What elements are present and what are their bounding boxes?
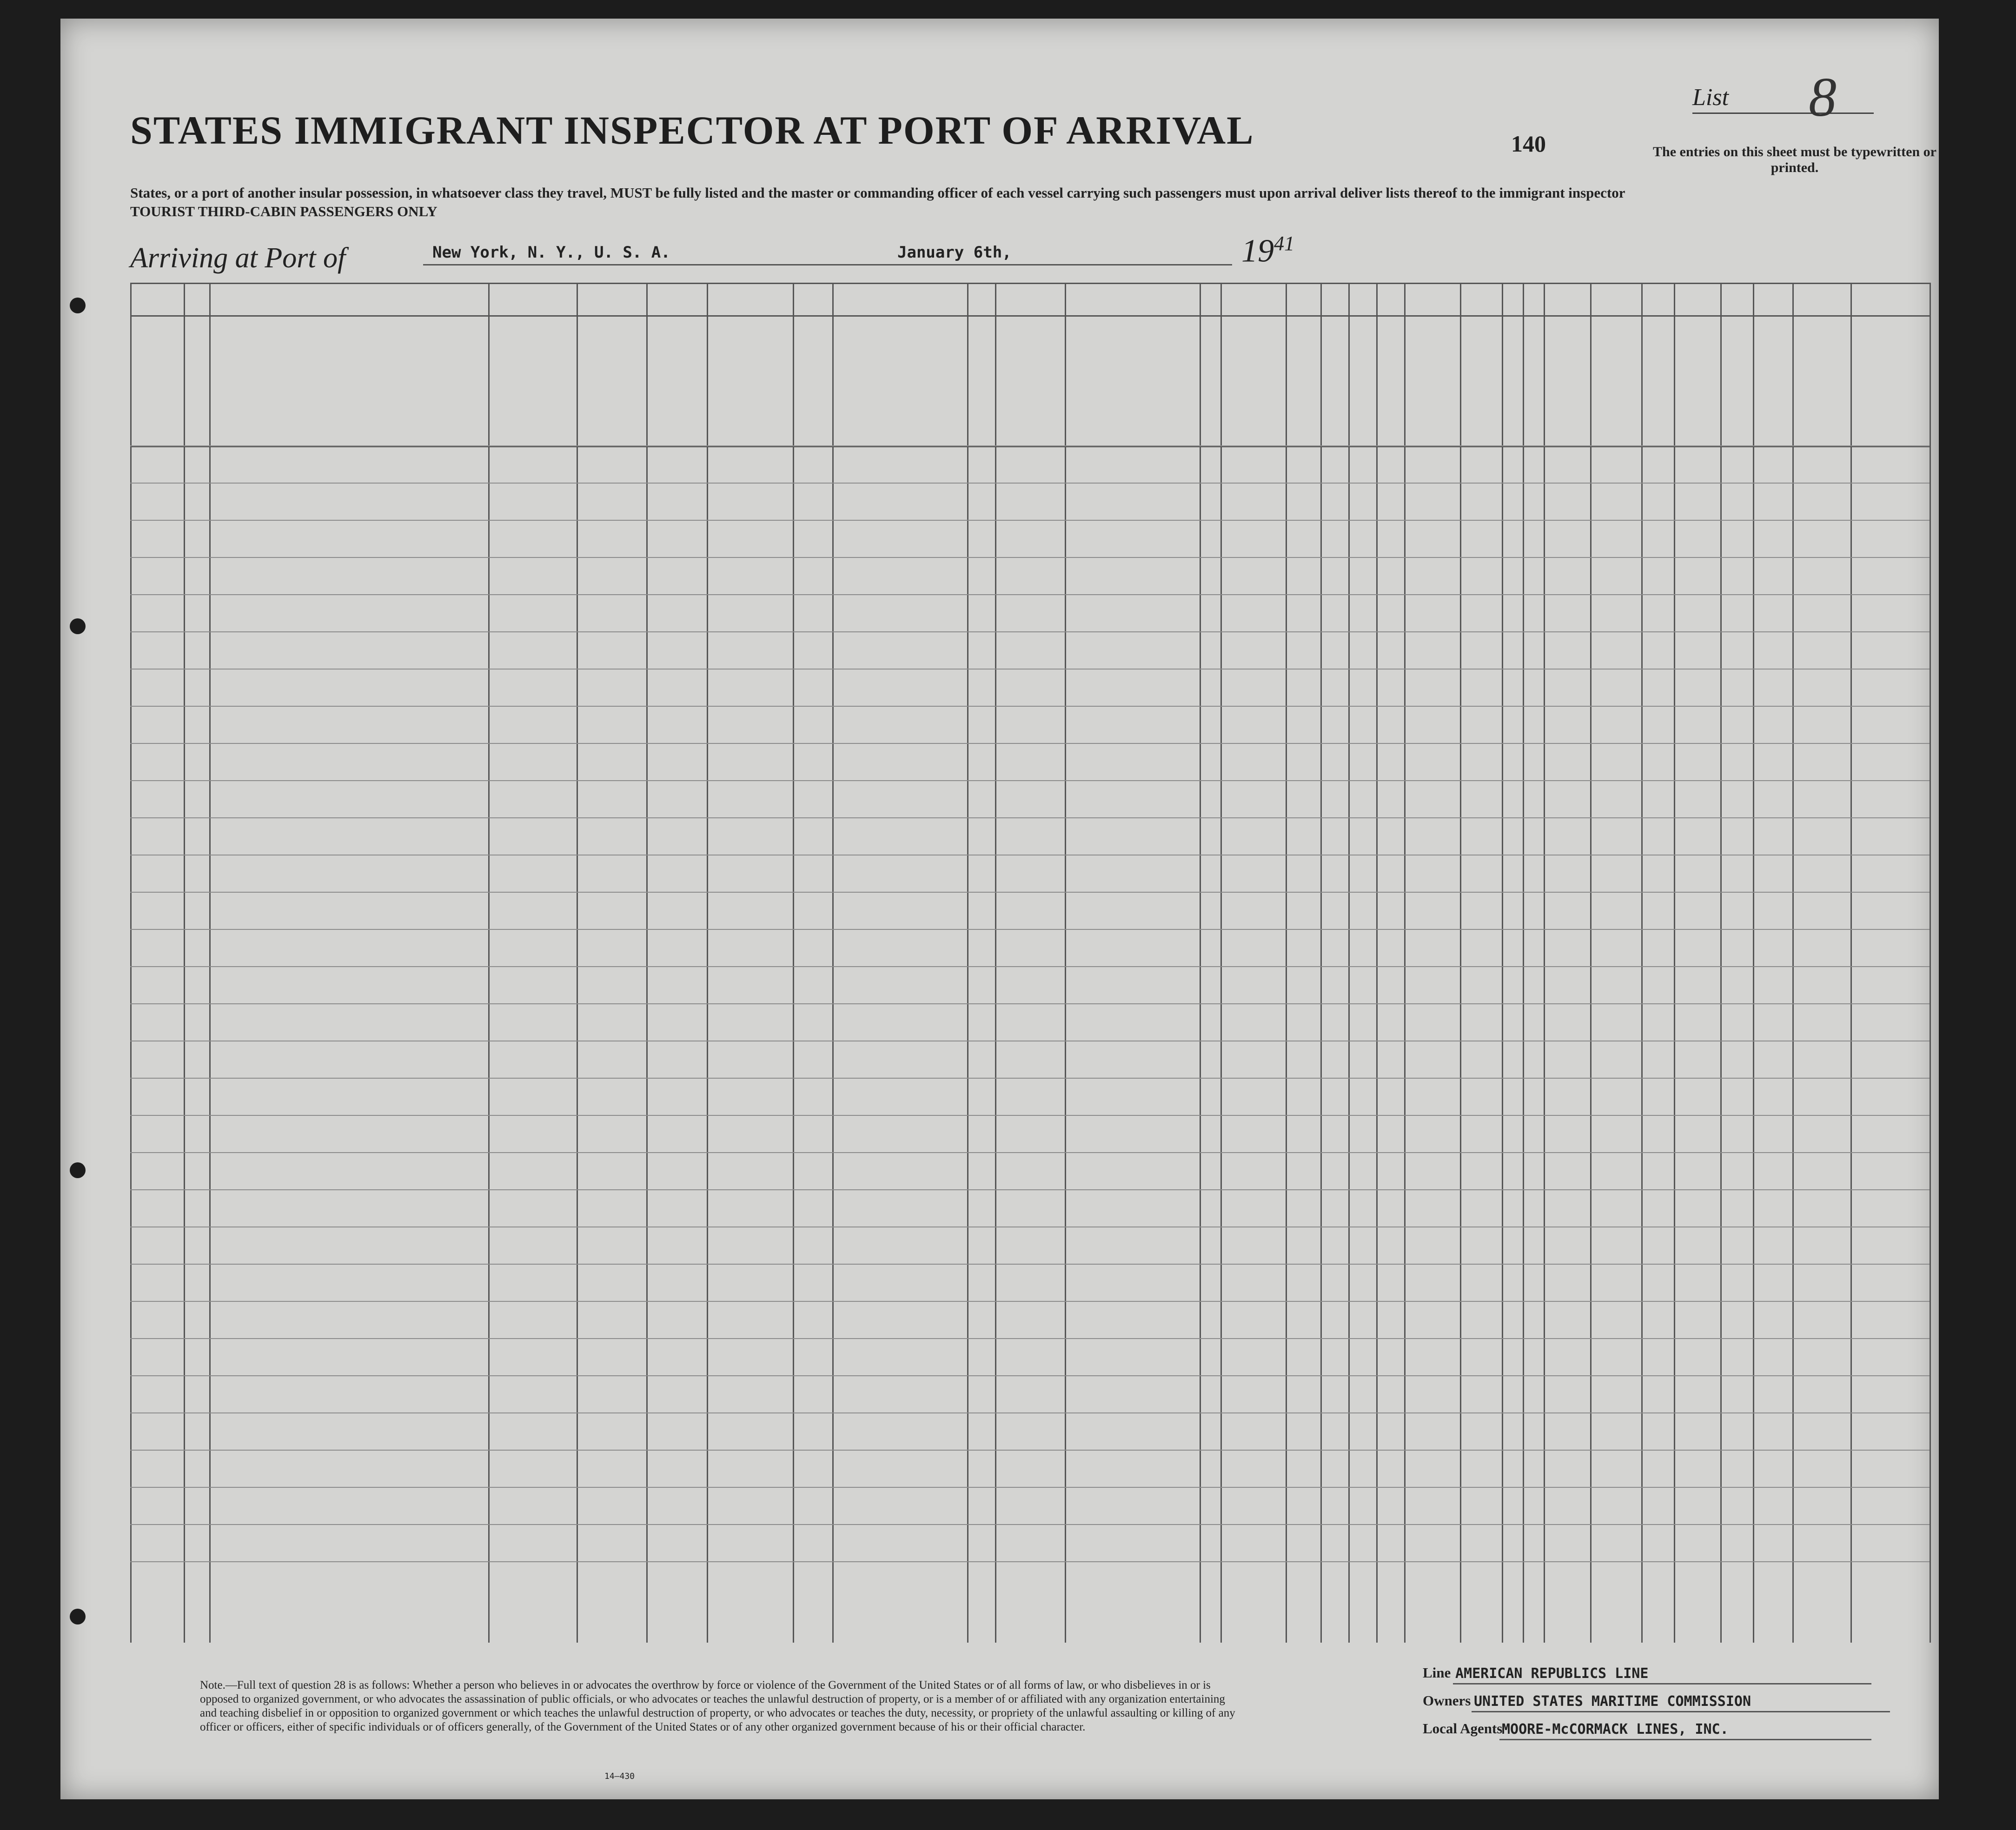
row-rule xyxy=(130,1524,1930,1525)
column-divider xyxy=(1348,283,1350,1643)
column-divider xyxy=(646,283,648,1643)
row-rule xyxy=(130,557,1930,558)
owners-underline xyxy=(1472,1711,1890,1712)
line-label: Line xyxy=(1423,1664,1451,1681)
header-rule xyxy=(130,315,1930,317)
row-rule xyxy=(130,1487,1930,1488)
column-divider xyxy=(1502,283,1503,1643)
instructions xyxy=(130,184,1711,221)
agents-underline xyxy=(1499,1739,1871,1740)
column-divider xyxy=(184,283,185,1643)
row-rule xyxy=(130,817,1930,818)
column-divider xyxy=(1930,283,1931,1643)
question-28-footnote: Note.—Full text of question 28 is as follows: Whether a person who believes in or advocates the overthrow by force or violence of the Government of the United States or of all forms of law, or who disbelieves in or is opposed to organized government, or who advocates the assassination of public officials, or who advocates or teaches the unlawful destruction of property, or is a member of or affiliated with any organization entertaining and teaching disbelief in or opposition to organized government or which teaches the unlawful destruction of property, or who advocates or teaches the duty, necessity, or propriety of the unlawful assaulting or killing of any officer or officers, either of specific individuals or of officers generally, of the Government of the United States or of any other organized government because of his or their official character. xyxy=(200,1679,1235,1733)
year-prefix: 19 xyxy=(1241,233,1274,269)
line-underline xyxy=(1453,1683,1871,1684)
column-divider xyxy=(209,283,211,1643)
column-divider xyxy=(1065,283,1066,1643)
page-title: STATES IMMIGRANT INSPECTOR AT PORT OF ARRIVAL xyxy=(130,108,1254,152)
row-rule xyxy=(130,1450,1930,1451)
row-rule xyxy=(130,1264,1930,1265)
arrival-underline xyxy=(423,264,1232,265)
column-divider xyxy=(1720,283,1722,1643)
typewritten-note: The entries on this sheet must be typewritten or printed. xyxy=(1653,144,1936,175)
column-divider xyxy=(1544,283,1545,1643)
row-rule xyxy=(130,780,1930,781)
column-divider xyxy=(1792,283,1794,1643)
column-divider xyxy=(995,283,996,1643)
column-divider xyxy=(130,283,132,1643)
row-rule xyxy=(130,929,1930,930)
column-divider xyxy=(832,283,834,1643)
year-suffix: 41 xyxy=(1274,232,1294,255)
column-divider xyxy=(1220,283,1222,1643)
column-divider xyxy=(793,283,794,1643)
row-rule xyxy=(130,1078,1930,1079)
row-rule xyxy=(130,1301,1930,1302)
row-rule xyxy=(130,594,1930,595)
list-number: 8 xyxy=(1809,66,1837,128)
owners-value: UNITED STATES MARITIME COMMISSION xyxy=(1474,1693,1751,1710)
manifest-sheet xyxy=(60,19,1939,1799)
instructions-text: States, or a port of another insular possession, in whatsoever class they travel, MUST be fully listed and the master or commanding officer of each vessel carrying such passengers must upon arrival deliver lists thereof to the immigrant inspector xyxy=(130,185,1625,201)
binder-hole xyxy=(70,1609,86,1624)
column-divider xyxy=(1200,283,1201,1643)
form-code: 14—430 xyxy=(604,1771,635,1781)
column-divider xyxy=(1523,283,1524,1643)
column-divider xyxy=(1674,283,1675,1643)
row-rule xyxy=(130,483,1930,484)
column-divider xyxy=(967,283,968,1643)
line-value: AMERICAN REPUBLICS LINE xyxy=(1455,1665,1649,1682)
row-rule xyxy=(130,1561,1930,1562)
row-rule xyxy=(130,1003,1930,1004)
manifest-table xyxy=(130,283,1930,1643)
header-rule xyxy=(130,283,1930,284)
column-divider xyxy=(1404,283,1406,1643)
row-rule xyxy=(130,1338,1930,1339)
column-divider xyxy=(577,283,578,1643)
list-underline xyxy=(1692,113,1874,114)
row-rule xyxy=(130,892,1930,893)
row-rule xyxy=(130,631,1930,632)
row-rule xyxy=(130,520,1930,521)
owners-label: Owners xyxy=(1423,1692,1471,1709)
row-rule xyxy=(130,706,1930,707)
row-rule xyxy=(130,1152,1930,1153)
column-divider xyxy=(1376,283,1378,1643)
column-divider xyxy=(707,283,708,1643)
column-divider xyxy=(1320,283,1322,1643)
column-divider xyxy=(1590,283,1592,1643)
row-rule xyxy=(130,1375,1930,1376)
column-divider xyxy=(1286,283,1287,1643)
row-rule xyxy=(130,1189,1930,1190)
column-divider xyxy=(1753,283,1754,1643)
binder-hole xyxy=(70,298,86,313)
tourist-class-line: TOURIST THIRD-CABIN PASSENGERS ONLY xyxy=(130,203,438,219)
arrival-port: New York, N. Y., U. S. A. xyxy=(432,243,670,262)
column-divider xyxy=(1641,283,1643,1643)
arrival-year xyxy=(1241,232,1294,270)
row-rule xyxy=(130,743,1930,744)
binder-hole xyxy=(70,1162,86,1178)
row-rule xyxy=(130,966,1930,967)
agents-label: Local Agents xyxy=(1423,1720,1503,1737)
arrival-date: January 6th, xyxy=(897,243,1012,262)
column-divider xyxy=(1460,283,1461,1643)
row-rule xyxy=(130,1115,1930,1116)
row-rule xyxy=(130,669,1930,670)
binder-hole xyxy=(70,618,86,634)
row-rule xyxy=(130,445,1930,446)
agents-value: MOORE-McCORMACK LINES, INC. xyxy=(1502,1721,1729,1737)
arriving-label: Arriving at Port of xyxy=(130,242,346,274)
column-divider xyxy=(1850,283,1852,1643)
form-number: 140 xyxy=(1511,131,1546,157)
row-rule xyxy=(130,1412,1930,1413)
column-divider xyxy=(488,283,490,1643)
list-label: List xyxy=(1692,84,1729,111)
